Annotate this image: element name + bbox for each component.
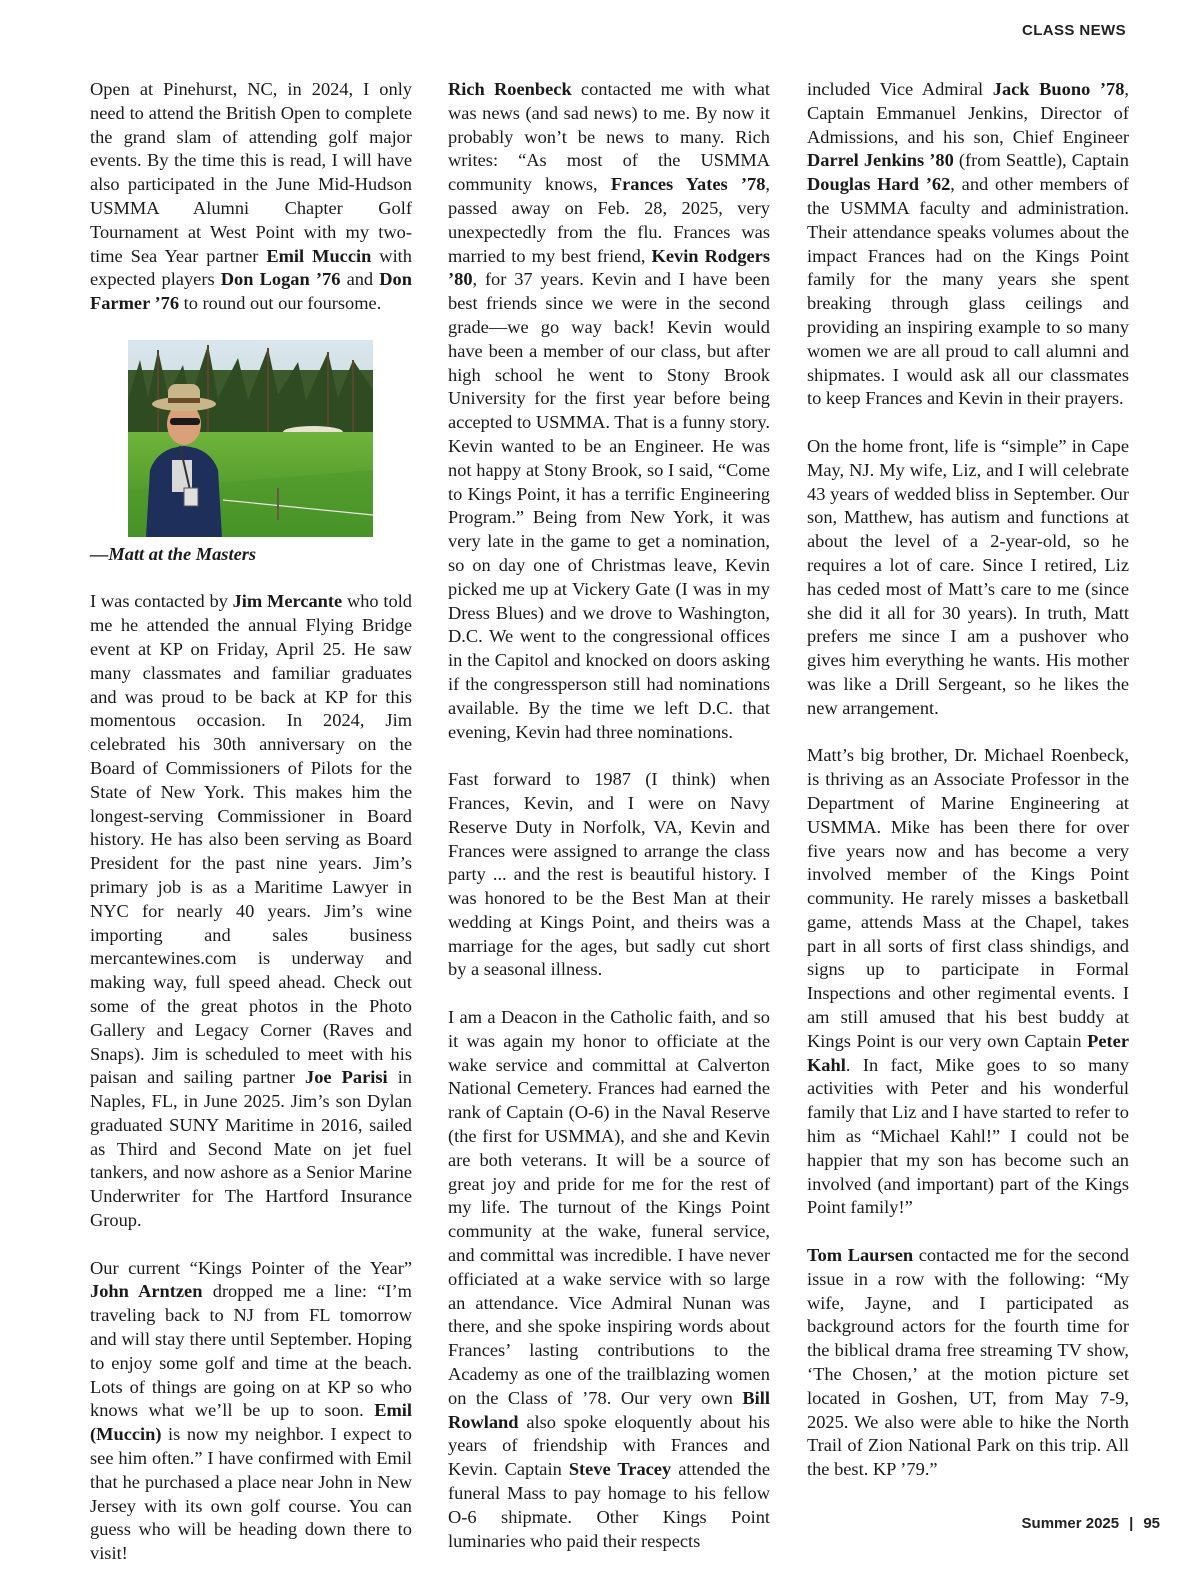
text: who told me he attended the annual Flying Bridge event at KP on Friday, April 25. He saw many classmates and familiar graduates and was proud to be back at KP for this momentous occasion. In 2024, Jim celebrated his 30th anniversary on the Board of Commissioners of Pilots for the State of New York. This makes him the longest-serving Commissioner in Board history. He has also been serving as Board President for the past nine years. Jim’s primary job is as a Maritime Lawyer in NYC for nearly 40 years. Jim’s wine importing and sales business mercantewines.com is underway and making way, full speed ahead. Check out some of the great photos in the Photo Gallery and Legacy Corner (Raves and Snaps). Jim is scheduled to meet with his paisan and sailing partner [90,591,412,1088]
page-number: 95 [1143,1515,1160,1532]
text: I am a Deacon in the Catholic faith, and so it was again my honor to officiate at the wake service and committal at Calverton National Cemetery. Frances had earned the rank of Captain (O-6) in the Naval Reserve (the first for USMMA), and she and Kevin are both veterans. It will be a source of great joy and pride for me for the rest of my life. The turnout of the Kings Point community at the wake, funeral service, and committal was incredible. I have never officiated at a wake service with so large an attendance. Vice Admiral Nunan was there, and she spoke inspiring words about Frances’ lasting contributions to the Academy as one of the trailblazing women on the Class of ’78. Our very own [448,1007,770,1408]
name-jim-mercante: Jim Mercante [232,591,343,612]
footer-separator: | [1129,1515,1134,1532]
name-kevin-rodgers: Kevin Rodgers ’80 [448,245,770,290]
text: Open at Pinehurst, NC, in 2024, I only need to attend the British Open to complete the grand slam of attending golf major events. By the time this is read, I will have also participated in the June Mid-Hudson USMMA Alumni Chapter Golf Tournament at West Point with my two-time Sea Year partner [90,79,412,266]
name-john-arntzen: John Arntzen [90,1281,203,1302]
name-don-farmer: Don Farmer ’76 [90,269,412,314]
paragraph: Fast forward to 1987 (I think) when Frances, Kevin, and I were on Navy Reserve Duty in Norfolk, VA, Kevin and Frances were assigned to arrange the class party ... and the rest is beautiful history. I was honored to be the Best Man at their wedding at Kings Point, and theirs was a marriage for the ages, but sadly cut short by a seasonal illness. [448,769,770,980]
name-joe-parisi: Joe Parisi [305,1067,388,1088]
text: Our current “Kings Pointer of the Year” [90,1257,412,1278]
paragraph [90,590,412,1233]
masters-photo [128,340,373,537]
photo-caption: —Matt at the Masters [90,543,257,564]
column-3 [807,78,1129,1506]
text: contacted me with what was news (and sad news) to me. By now it probably won’t be news to many. Rich writes: “As most of the USMMA community knows, [448,79,770,195]
name-douglas-hard: Douglas Hard ’62 [807,174,951,195]
paragraph [448,78,770,744]
name-don-logan: Don Logan ’76 [220,269,341,290]
text: , for 37 years. Kevin and I have been best friends since we were in the second grade—we go way back! Kevin would have been a member of our class, but after high school he went to Stony Brook University for the first year before being accepted to USMMA. That is a funny story. Kevin wanted to be an Engineer. He was not happy at Stony Brook, so I said, “Come to Kings Point, it has a terrific Engineering Program.” Being from New York, it was very late in the game to get a nomination, so on day one of Christmas leave, Kevin picked me up at Vickery Gate (I was in my Dress Blues) and we drove to Washington, D.C. We went to the congressional offices in the Capitol and knocked on doors asking if the congressperson still had nominations available. By the time we left D.C. that evening, Kevin had three nominations. [448,269,770,742]
paragraph [807,1244,1129,1482]
name-steve-tracey: Steve Tracey [568,1459,672,1480]
paragraph [90,1257,412,1566]
paragraph: On the home front, life is “simple” in Cape May, NJ. My wife, Liz, and I will celebrate 43 years of wedded bliss in September. Our son, Matthew, has autism and functions at about the level of a 2-year-old, so he requires a lot of care. Since I retired, Liz has ceded most of Matt’s care to me (since she did it all for 30 years). In truth, Matt prefers me since I am a pushover who gives him everything he wants. His mother was like a Drill Sergeant, so he likes the new arrangement. [807,435,1129,718]
section-header: CLASS NEWS [1021,22,1126,39]
text: (from Seattle), Captain [953,150,1130,171]
name-bill-rowland: Bill Rowland [448,1387,770,1432]
page-footer [1022,1515,1160,1532]
text: and [340,269,380,290]
paragraph [807,744,1129,1220]
name-frances-yates: Frances Yates ’78 [610,174,766,195]
text: . In fact, Mike goes to so many activities with Peter and his wonderful family that Liz and I have started to refer to him as “Michael Kahl!” I could not be happier that my son has become such an involved (and important) part of the Kings Point family!” [807,1054,1129,1218]
text: , and other members of the USMMA faculty and administration. Their attendance speaks volumes about the impact Frances had on the Kings Point family for the many years she spent breaking through glass ceilings and providing an inspiring example to so many women we are all proud to call alumni and shipmates. I would ask all our classmates to keep Frances and Kevin in their prayers. [807,174,1130,409]
text: attended the funeral Mass to pay homage to his fellow O-6 shipmate. Other Kings Point luminaries who paid their respects [448,1459,770,1551]
text: is now my neighbor. I expect to see him often.” I have confirmed with Emil that he purchased a place near John in New Jersey with its own golf course. You can guess who will be heading down there to visit! [90,1424,412,1564]
text: , Captain Emmanuel Jenkins, Director of Admissions, and his son, Chief Engineer [807,79,1130,147]
text: contacted me for the second issue in a row with the following: “My wife, Jayne, and I participated as background actors for the fourth time for the biblical drama free streaming TV show, ‘The Chosen,’ at the motion picture set located in Goshen, UT, from May 7-9, 2025. We also were able to hike the North Trail of Zion National Park on this trip. All the best. KP ’79.” [807,1245,1129,1480]
name-emil-muccin: Emil (Muccin) [90,1400,412,1445]
name-tom-laursen: Tom Laursen [807,1245,914,1266]
text: Matt’s big brother, Dr. Michael Roenbeck, is thriving as an Associate Professor in the Department of Marine Engineering at USMMA. Mike has been there for over five years now and has become a very involved member of the Kings Point community. He rarely misses a basketball game, attends Mass at the Chapel, takes part in all sorts of first class shindigs, and signs up to participate in Formal Inspections and other regimental events. I am still amused that his best buddy at Kings Point is our very own Captain [807,745,1129,1051]
text: in Naples, FL, in June 2025. Jim’s son Dylan graduated SUNY Maritime in 2016, sailed as Third and Second Mate on jet fuel tankers, and now ashore as a Senior Marine Underwriter for The Hartford Insurance Group. [90,1067,412,1231]
column-1 [90,78,412,1590]
name-peter-kahl: Peter Kahl [807,1030,1129,1075]
text: also spoke eloquently about his years of friendship with Frances and Kevin. Captain [448,1411,770,1480]
paragraph [448,1006,770,1553]
text: included Vice Admiral [807,79,993,99]
name-emil-muccin: Emil Muccin [266,245,372,266]
text: , passed away on Feb. 28, 2025, very unexpectedly from the flu. Frances was married to my best friend, [448,174,770,266]
text: with expected players [90,245,412,290]
column-2 [448,78,770,1577]
name-darrel-jenkins: Darrel Jenkins ’80 [807,150,954,171]
paragraph [807,78,1129,411]
text: I was contacted by [90,591,233,612]
text: to round out our foursome. [179,293,382,314]
text: dropped me a line: “I’m traveling back to NJ from FL tomorrow and will stay there until September. Hoping to enjoy some golf and time at the beach. Lots of things are going on at KP so who knows what we’ll be up to soon. [90,1281,412,1421]
name-rich-roenbeck: Rich Roenbeck [448,79,572,99]
issue-label: Summer 2025 [1021,1515,1120,1532]
paragraph [90,78,412,316]
name-jack-buono: Jack Buono ’78 [992,79,1125,99]
